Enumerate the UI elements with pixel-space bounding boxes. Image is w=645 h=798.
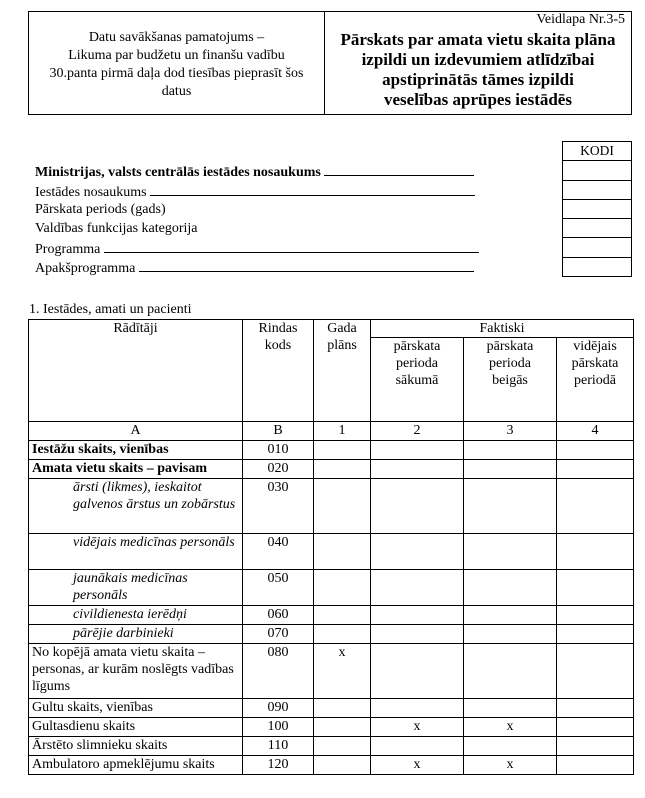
col-letter: A: [29, 422, 243, 441]
code-cell-period[interactable]: [563, 199, 632, 218]
section-title: 1. Iestādes, amati un pacienti: [29, 302, 192, 317]
title-line: apstiprinātās tāmes izpildi: [382, 70, 574, 89]
value-cell-c2[interactable]: [371, 570, 464, 606]
field-subprogramme-input[interactable]: [139, 259, 474, 272]
value-cell-c4[interactable]: [557, 699, 634, 718]
field-programme: [35, 240, 479, 258]
row-label: ārsti (likmes), ieskaitot galvenos ārstus un zobārstus: [29, 479, 243, 534]
value-cell-c3[interactable]: [464, 570, 557, 606]
row-code: 090: [243, 699, 314, 718]
value-cell-c1[interactable]: x: [314, 644, 371, 699]
table-row: [29, 625, 634, 644]
value-cell-c2[interactable]: [371, 441, 464, 460]
table-row: [29, 479, 634, 534]
table-row: [29, 570, 634, 606]
value-cell-c2[interactable]: x: [371, 718, 464, 737]
value-cell-c3[interactable]: [464, 441, 557, 460]
value-cell-c4[interactable]: [557, 718, 634, 737]
value-cell-c1[interactable]: [314, 460, 371, 479]
basis-line: Likuma par budžetu un finanšu vadību: [68, 48, 285, 63]
table-row: [29, 441, 634, 460]
col-row-code: Rindas kods: [243, 320, 314, 422]
row-label: Ambulatoro apmeklējumu skaits: [29, 756, 243, 775]
value-cell-c4[interactable]: [557, 534, 634, 570]
value-cell-c1[interactable]: [314, 699, 371, 718]
value-cell-c2[interactable]: [371, 737, 464, 756]
code-cell-subprogramme[interactable]: [563, 257, 632, 276]
value-cell-c3[interactable]: [464, 699, 557, 718]
value-cell-c2[interactable]: [371, 460, 464, 479]
field-ministry: [35, 163, 474, 181]
value-cell-c4[interactable]: [557, 570, 634, 606]
value-cell-c4[interactable]: [557, 441, 634, 460]
code-cell-ministry[interactable]: [563, 161, 632, 180]
value-cell-c2[interactable]: [371, 479, 464, 534]
col-letter: 2: [371, 422, 464, 441]
value-cell-c4[interactable]: [557, 606, 634, 625]
value-cell-c2[interactable]: [371, 606, 464, 625]
table-row: [29, 756, 634, 775]
col-avg: vidējais pārskata periodā: [557, 338, 634, 422]
row-code: 020: [243, 460, 314, 479]
title-line: izpildi un izdevumiem atlīdzībai: [361, 50, 595, 69]
value-cell-c4[interactable]: [557, 479, 634, 534]
field-function-label: Valdības funkcijas kategorija: [35, 221, 198, 236]
table-row: [29, 534, 634, 570]
table-row: [29, 606, 634, 625]
title-line: Pārskats par amata vietu skaita plāna: [340, 30, 616, 49]
value-cell-c4[interactable]: [557, 644, 634, 699]
value-cell-c1[interactable]: [314, 625, 371, 644]
row-code: 100: [243, 718, 314, 737]
basis-line: 30.panta pirmā daļa dod tiesības pieprasīt šos: [49, 66, 304, 81]
title-line: veselības aprūpes iestādēs: [384, 90, 572, 109]
row-label: civildienesta ierēdņi: [29, 606, 243, 625]
row-code: 050: [243, 570, 314, 606]
value-cell-c4[interactable]: [557, 625, 634, 644]
row-label: No kopējā amata vietu skaita – personas, ar kurām noslēgts vadības līgums: [29, 644, 243, 699]
col-end: pārskata perioda beigās: [464, 338, 557, 422]
row-code: 120: [243, 756, 314, 775]
value-cell-c4[interactable]: [557, 460, 634, 479]
codes-table: [562, 141, 632, 277]
field-subprogramme: [35, 259, 474, 277]
field-institution-label: Iestādes nosaukums: [35, 185, 147, 200]
value-cell-c1[interactable]: [314, 441, 371, 460]
row-label: pārējie darbinieki: [29, 625, 243, 644]
code-cell-institution[interactable]: [563, 180, 632, 199]
row-label: Iestāžu skaits, vienības: [29, 441, 243, 460]
value-cell-c1[interactable]: [314, 756, 371, 775]
table-row: [29, 737, 634, 756]
value-cell-c2[interactable]: x: [371, 756, 464, 775]
value-cell-c2[interactable]: [371, 644, 464, 699]
value-cell-c2[interactable]: [371, 699, 464, 718]
value-cell-c3[interactable]: x: [464, 718, 557, 737]
table-row: [29, 718, 634, 737]
row-code: 080: [243, 644, 314, 699]
row-label: Gultu skaits, vienības: [29, 699, 243, 718]
value-cell-c3[interactable]: x: [464, 756, 557, 775]
field-period-label: Pārskata periods (gads): [35, 202, 166, 217]
row-code: 070: [243, 625, 314, 644]
field-institution-input[interactable]: [150, 183, 475, 196]
row-label: jaunākais medicīnas personāls: [29, 570, 243, 606]
col-actual: Faktiski: [371, 320, 634, 338]
basis-line: Datu savākšanas pamatojums –: [88, 30, 265, 45]
col-letter: 4: [557, 422, 634, 441]
row-code: 010: [243, 441, 314, 460]
value-cell-c1[interactable]: [314, 718, 371, 737]
value-cell-c3[interactable]: [464, 479, 557, 534]
field-period: [35, 202, 166, 218]
field-ministry-input[interactable]: [324, 163, 474, 176]
row-label: Gultasdienu skaits: [29, 718, 243, 737]
value-cell-c1[interactable]: [314, 534, 371, 570]
form-number: Veidlapa Nr.3-5: [536, 12, 625, 27]
code-cell-programme[interactable]: [563, 238, 632, 257]
value-cell-c4[interactable]: [557, 756, 634, 775]
row-label: Ārstēto slimnieku skaits: [29, 737, 243, 756]
col-letter: B: [243, 422, 314, 441]
value-cell-c1[interactable]: [314, 479, 371, 534]
col-plan: Gada plāns: [314, 320, 371, 422]
field-programme-input[interactable]: [104, 240, 479, 253]
table-row: [29, 699, 634, 718]
field-function: [35, 221, 198, 237]
value-cell-c3[interactable]: [464, 606, 557, 625]
value-cell-c1[interactable]: [314, 570, 371, 606]
value-cell-c3[interactable]: [464, 534, 557, 570]
col-letter: 1: [314, 422, 371, 441]
row-label: vidējais medicīnas personāls: [29, 534, 243, 570]
col-indicators: Rādītāji: [29, 320, 243, 422]
value-cell-c3[interactable]: [464, 460, 557, 479]
field-ministry-label: Ministrijas, valsts centrālās iestādes nosaukums: [35, 165, 321, 180]
indicators-table: [28, 319, 634, 775]
form-header: [28, 11, 632, 115]
value-cell-c2[interactable]: [371, 625, 464, 644]
value-cell-c2[interactable]: [371, 534, 464, 570]
field-subprogramme-label: Apakšprogramma: [35, 261, 136, 276]
value-cell-c3[interactable]: [464, 625, 557, 644]
codes-header: KODI: [563, 142, 632, 161]
value-cell-c4[interactable]: [557, 737, 634, 756]
report-title: [325, 30, 631, 110]
value-cell-c3[interactable]: [464, 737, 557, 756]
value-cell-c1[interactable]: [314, 737, 371, 756]
row-code: 110: [243, 737, 314, 756]
col-start: pārskata perioda sākumā: [371, 338, 464, 422]
col-letter: 3: [464, 422, 557, 441]
row-code: 030: [243, 479, 314, 534]
basis-line: datus: [161, 84, 192, 99]
value-cell-c1[interactable]: [314, 606, 371, 625]
field-institution: [35, 183, 475, 201]
value-cell-c3[interactable]: [464, 644, 557, 699]
row-code: 060: [243, 606, 314, 625]
table-row: [29, 460, 634, 479]
code-cell-function[interactable]: [563, 219, 632, 238]
row-code: 040: [243, 534, 314, 570]
row-label: Amata vietu skaits – pavisam: [29, 460, 243, 479]
field-programme-label: Programma: [35, 242, 101, 257]
data-collection-basis: [29, 12, 325, 114]
table-body: [29, 441, 634, 775]
table-row: [29, 644, 634, 699]
